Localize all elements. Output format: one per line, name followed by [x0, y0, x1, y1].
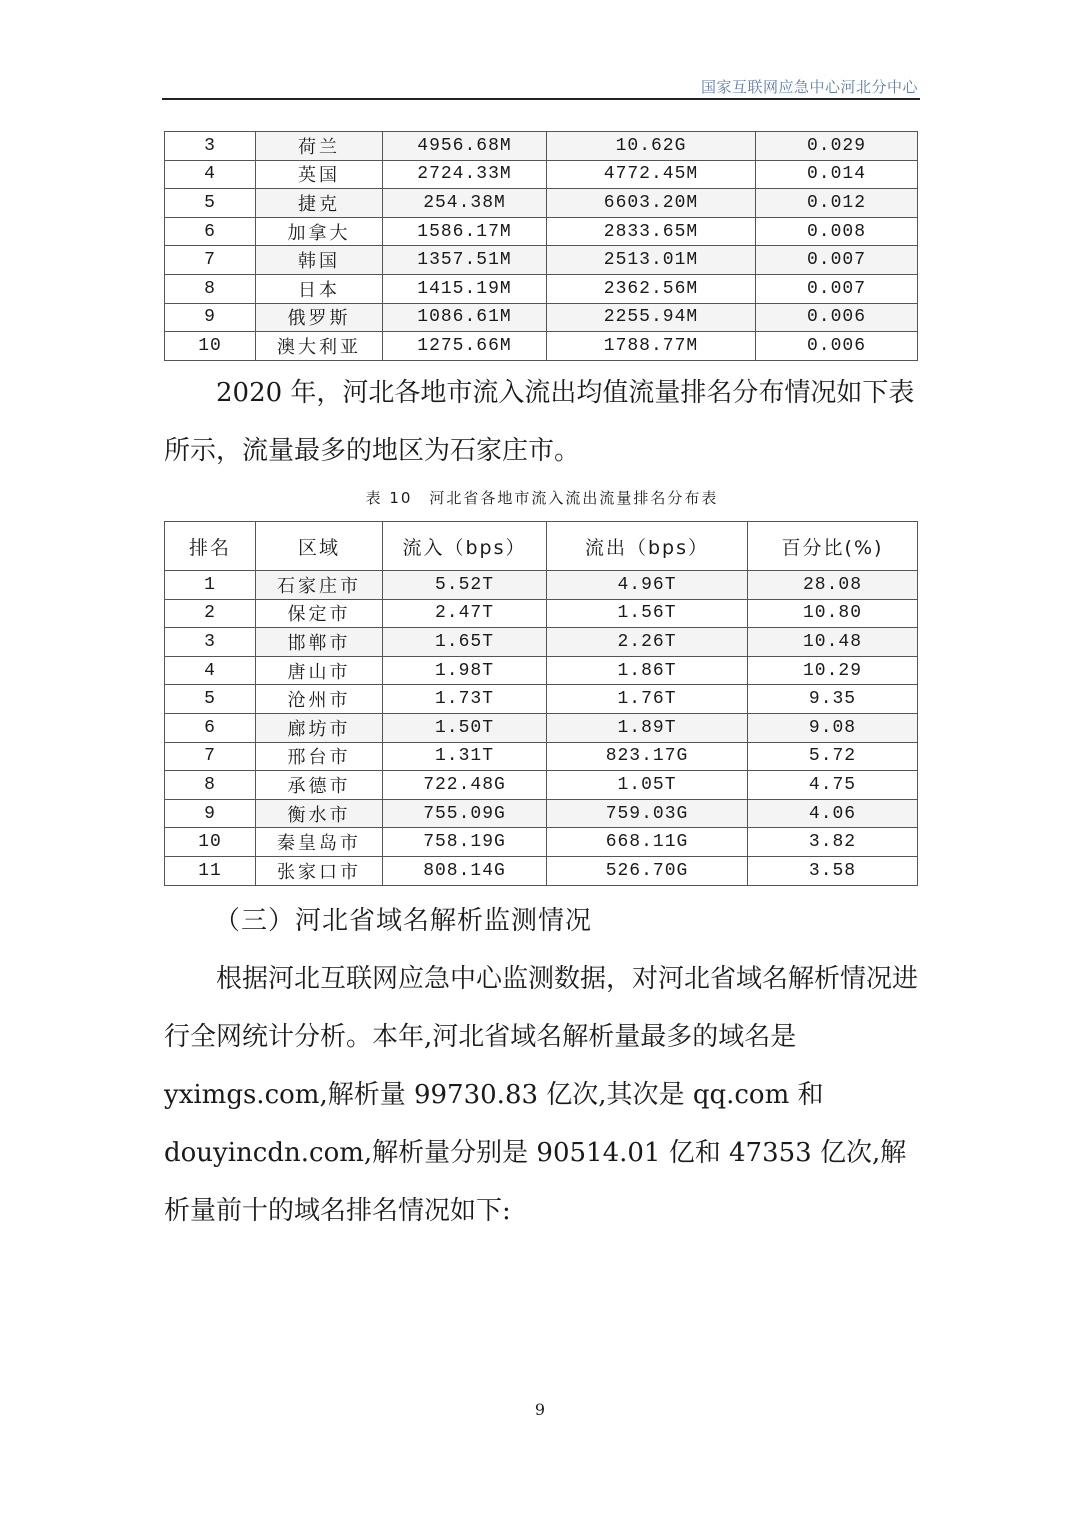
- cell-rank: 5: [165, 685, 256, 714]
- cell-percent: 0.029: [756, 132, 918, 161]
- cell-inflow: 4956.68M: [383, 132, 547, 161]
- cell-region: 秦皇岛市: [256, 828, 383, 857]
- header-divider: [162, 98, 920, 100]
- cell-rank: 5: [165, 189, 256, 218]
- cell-percent: 4.75: [748, 771, 918, 800]
- cell-rank: 4: [165, 160, 256, 189]
- header-outflow: 流出（bps）: [547, 522, 748, 571]
- cell-inflow: 1086.61M: [383, 303, 547, 332]
- cell-rank: 7: [165, 742, 256, 771]
- cell-percent: 9.08: [748, 713, 918, 742]
- cell-percent: 0.008: [756, 217, 918, 246]
- cell-inflow: 1586.17M: [383, 217, 547, 246]
- cell-rank: 9: [165, 303, 256, 332]
- cell-region: 邢台市: [256, 742, 383, 771]
- table-row: [165, 799, 918, 828]
- cell-percent: 5.72: [748, 742, 918, 771]
- section-title: （三）河北省域名解析监测情况: [214, 906, 593, 936]
- cell-percent: 0.006: [756, 332, 918, 361]
- cell-outflow: 526.70G: [547, 856, 748, 885]
- cell-outflow: 2.26T: [547, 628, 748, 657]
- cell-outflow: 2362.56M: [547, 274, 756, 303]
- header-region: 区域: [256, 522, 383, 571]
- cell-inflow: 1.98T: [383, 656, 547, 685]
- cell-inflow: 254.38M: [383, 189, 547, 218]
- cell-rank: 8: [165, 771, 256, 800]
- table-row: [165, 742, 918, 771]
- cell-region: 荷兰: [256, 132, 383, 161]
- cell-inflow: 1415.19M: [383, 274, 547, 303]
- cell-region: 邯郸市: [256, 628, 383, 657]
- cell-inflow: 758.19G: [383, 828, 547, 857]
- cell-inflow: 808.14G: [383, 856, 547, 885]
- cell-region: 澳大利亚: [256, 332, 383, 361]
- cell-region: 廊坊市: [256, 713, 383, 742]
- cell-percent: 28.08: [748, 571, 918, 600]
- paragraph-city-traffic-intro: 2020 年，河北各地市流入流出均值流量排名分布情况如下表所示，流量最多的地区为石家庄市。: [164, 378, 915, 466]
- table-row: [165, 274, 918, 303]
- cell-rank: 2: [165, 599, 256, 628]
- cell-outflow: 4772.45M: [547, 160, 756, 189]
- cell-percent: 3.58: [748, 856, 918, 885]
- cell-percent: 3.82: [748, 828, 918, 857]
- cell-inflow: 1275.66M: [383, 332, 547, 361]
- cell-inflow: 722.48G: [383, 771, 547, 800]
- cell-outflow: 759.03G: [547, 799, 748, 828]
- table-caption: 表 10 河北省各地市流入流出流量排名分布表: [365, 489, 719, 507]
- cell-percent: 0.007: [756, 246, 918, 275]
- cell-outflow: 1.89T: [547, 713, 748, 742]
- cell-outflow: 823.17G: [547, 742, 748, 771]
- cell-outflow: 2513.01M: [547, 246, 756, 275]
- table-row: [165, 160, 918, 189]
- cell-percent: 9.35: [748, 685, 918, 714]
- cell-rank: 8: [165, 274, 256, 303]
- cell-outflow: 2833.65M: [547, 217, 756, 246]
- cell-region: 加拿大: [256, 217, 383, 246]
- cell-percent: 0.006: [756, 303, 918, 332]
- cell-inflow: 1.65T: [383, 628, 547, 657]
- cell-outflow: 1.86T: [547, 656, 748, 685]
- table-row: [165, 771, 918, 800]
- cell-region: 沧州市: [256, 685, 383, 714]
- cell-rank: 10: [165, 332, 256, 361]
- cell-outflow: 6603.20M: [547, 189, 756, 218]
- cell-rank: 1: [165, 571, 256, 600]
- cell-region: 张家口市: [256, 856, 383, 885]
- header-inflow: 流入（bps）: [383, 522, 547, 571]
- cell-inflow: 1.31T: [383, 742, 547, 771]
- cell-outflow: 1.05T: [547, 771, 748, 800]
- cell-rank: 3: [165, 628, 256, 657]
- cell-region: 唐山市: [256, 656, 383, 685]
- cell-region: 承德市: [256, 771, 383, 800]
- cell-inflow: 1.73T: [383, 685, 547, 714]
- table-header-row: [165, 522, 918, 571]
- cell-rank: 9: [165, 799, 256, 828]
- cell-region: 俄罗斯: [256, 303, 383, 332]
- cell-outflow: 668.11G: [547, 828, 748, 857]
- table-row: [165, 132, 918, 161]
- page-number: 9: [534, 1400, 546, 1419]
- cell-inflow: 2.47T: [383, 599, 547, 628]
- cell-rank: 4: [165, 656, 256, 685]
- cell-percent: 10.80: [748, 599, 918, 628]
- table-row: [165, 246, 918, 275]
- cell-region: 日本: [256, 274, 383, 303]
- cell-outflow: 4.96T: [547, 571, 748, 600]
- cell-outflow: 1788.77M: [547, 332, 756, 361]
- cell-percent: 0.014: [756, 160, 918, 189]
- cell-rank: 11: [165, 856, 256, 885]
- cell-percent: 10.48: [748, 628, 918, 657]
- cell-region: 韩国: [256, 246, 383, 275]
- header-org-name: 国家互联网应急中心河北分中心: [700, 78, 918, 96]
- cell-region: 捷克: [256, 189, 383, 218]
- cell-outflow: 2255.94M: [547, 303, 756, 332]
- table-row: [165, 685, 918, 714]
- cell-inflow: 1.50T: [383, 713, 547, 742]
- cell-inflow: 1357.51M: [383, 246, 547, 275]
- table-row: [165, 856, 918, 885]
- table-row: [165, 189, 918, 218]
- paragraph-domain-resolution: 根据河北互联网应急中心监测数据，对河北省域名解析情况进行全网统计分析。本年,河北省域名解析量最多的域名是 yximgs.com,解析量 99730.83 亿次,其次是 qq.com 和douyincdn.com,解析量分别是 90514.01 亿和 47353 亿次,解析量前十的域名排名情况如下:: [164, 964, 919, 1226]
- table-row: [165, 303, 918, 332]
- cell-region: 衡水市: [256, 799, 383, 828]
- table-row: [165, 656, 918, 685]
- cell-inflow: 2724.33M: [383, 160, 547, 189]
- cell-rank: 6: [165, 713, 256, 742]
- cell-region: 英国: [256, 160, 383, 189]
- cell-region: 石家庄市: [256, 571, 383, 600]
- cell-rank: 6: [165, 217, 256, 246]
- cell-region: 保定市: [256, 599, 383, 628]
- cell-percent: 4.06: [748, 799, 918, 828]
- cell-rank: 7: [165, 246, 256, 275]
- cell-percent: 0.012: [756, 189, 918, 218]
- header-percent: 百分比(%): [748, 522, 918, 571]
- table-row: [165, 571, 918, 600]
- city-traffic-table: [164, 521, 918, 886]
- table-row: [165, 828, 918, 857]
- table-row: [165, 599, 918, 628]
- cell-rank: 10: [165, 828, 256, 857]
- cell-rank: 3: [165, 132, 256, 161]
- cell-outflow: 1.56T: [547, 599, 748, 628]
- table-row: [165, 628, 918, 657]
- cell-outflow: 1.76T: [547, 685, 748, 714]
- cell-percent: 0.007: [756, 274, 918, 303]
- table-row: [165, 332, 918, 361]
- table-row: [165, 713, 918, 742]
- cell-outflow: 10.62G: [547, 132, 756, 161]
- header-rank: 排名: [165, 522, 256, 571]
- country-traffic-table: [164, 131, 918, 361]
- cell-inflow: 755.09G: [383, 799, 547, 828]
- cell-percent: 10.29: [748, 656, 918, 685]
- cell-inflow: 5.52T: [383, 571, 547, 600]
- table-row: [165, 217, 918, 246]
